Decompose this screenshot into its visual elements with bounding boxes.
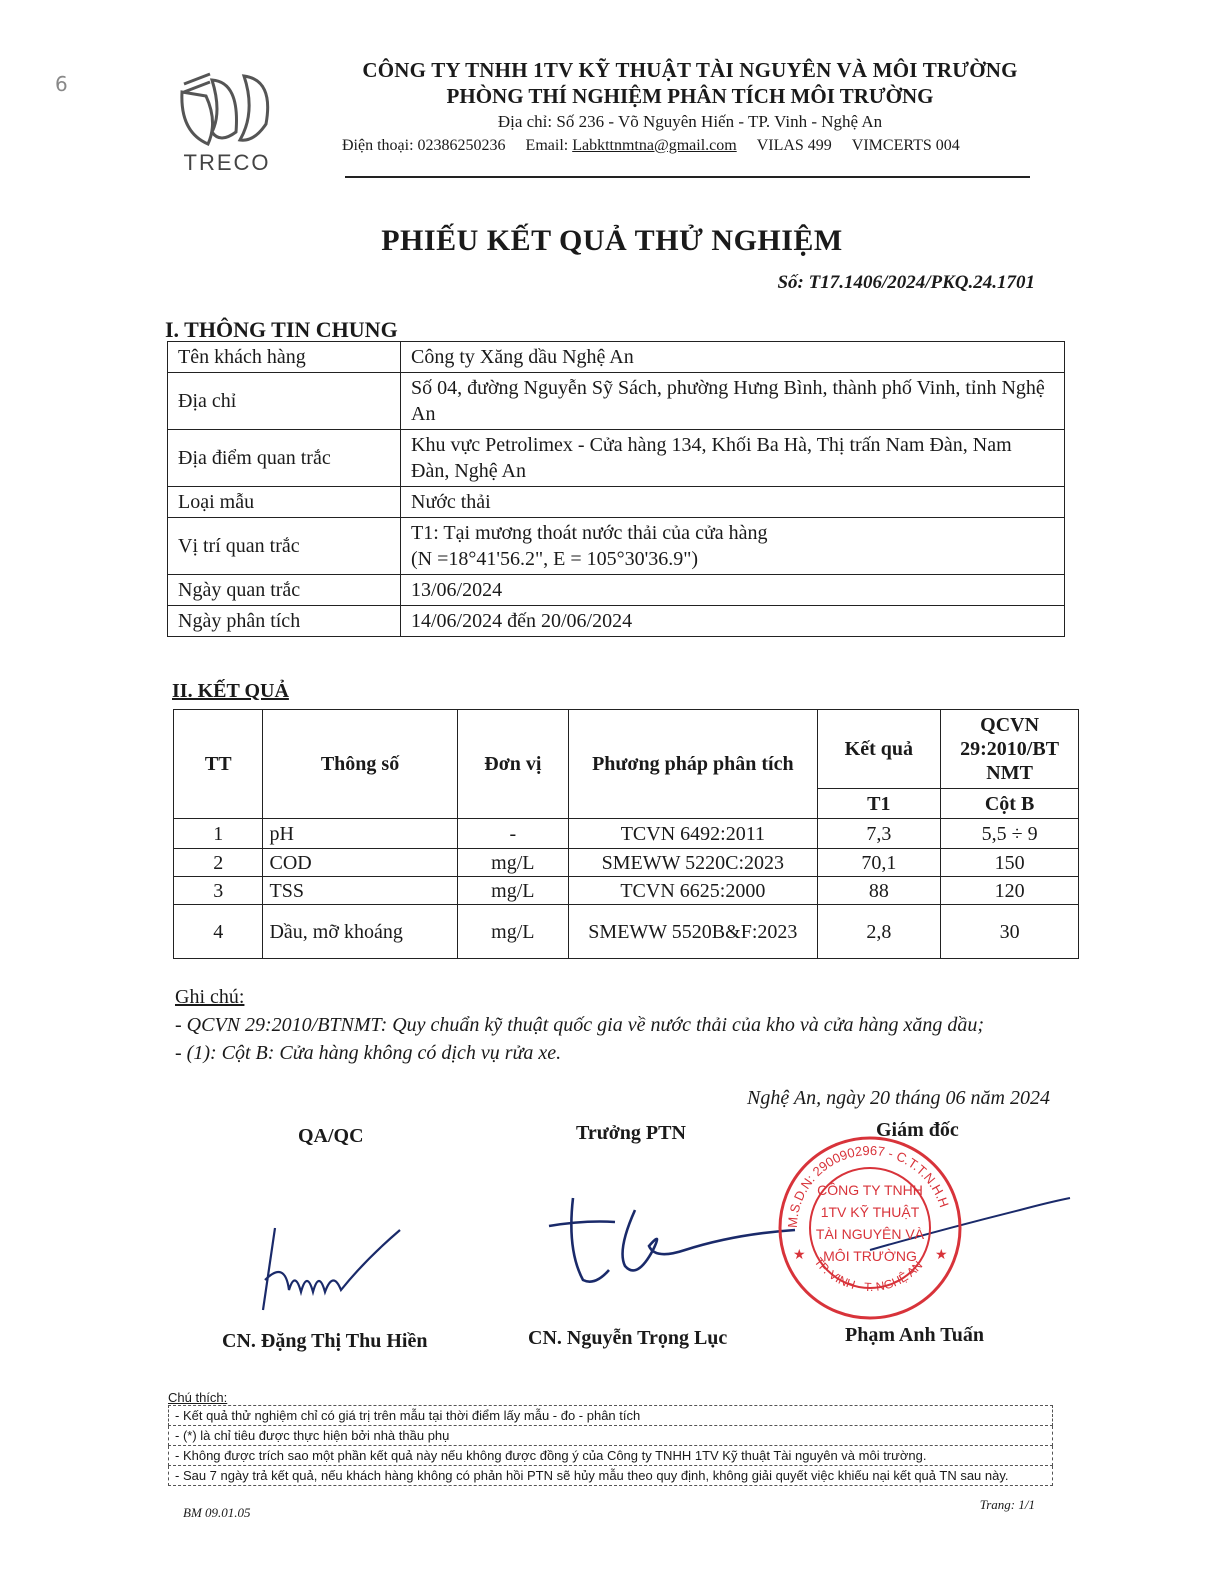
cell-tt: 1: [174, 819, 263, 849]
info-value: Số 04, đường Nguyễn Sỹ Sách, phường Hưng Bình, thành phố Vinh, tỉnh Nghệ An: [401, 373, 1065, 430]
logo-text: TRECO: [183, 150, 271, 175]
results-table: [173, 709, 1079, 959]
info-key: Ngày quan trắc: [168, 575, 401, 606]
form-code: BM 09.01.05: [183, 1505, 251, 1520]
cell-unit: mg/L: [457, 877, 569, 905]
cell-method: SMEWW 5520B&F:2023: [569, 905, 817, 959]
lab-name: PHÒNG THÍ NGHIỆM PHÂN TÍCH MÔI TRƯỜNG: [446, 84, 934, 108]
stamp-line: MÔI TRƯỜNG: [823, 1248, 917, 1264]
stamp-star-icon: ★: [793, 1248, 806, 1263]
director-role: Giám đốc: [876, 1119, 959, 1141]
info-value: Nước thải: [401, 487, 1065, 518]
vilas-code: VILAS 499: [756, 137, 832, 154]
cell-param: Dầu, mỡ khoáng: [263, 905, 457, 959]
info-value: Khu vực Petrolimex - Cửa hàng 134, Khối Ba Hà, Thị trấn Nam Đàn, Nam Đàn, Nghệ An: [401, 430, 1065, 487]
info-key: Ngày phân tích: [168, 606, 401, 637]
list-item: [169, 1446, 1053, 1466]
vimcerts-code: VIMCERTS 004: [851, 137, 960, 154]
stamp-line: CÔNG TY TNHH: [817, 1182, 923, 1198]
cell-result: 70,1: [817, 849, 941, 877]
director-name: Phạm Anh Tuấn: [845, 1324, 984, 1346]
cell-param: pH: [263, 819, 457, 849]
contact-line: [342, 137, 1042, 155]
info-row-location: [168, 430, 1065, 487]
cell-result: 7,3: [817, 819, 941, 849]
col-param: Thông số: [263, 710, 457, 819]
stamp-ring-text: M.S.D.N: 2900902967 - C.T.T.N.H.H: [784, 1142, 952, 1229]
results-header-row: [174, 710, 1079, 789]
table-row: [174, 905, 1079, 959]
email-label: Email:: [525, 137, 569, 154]
cell-tt: 3: [174, 877, 263, 905]
col-tt: TT: [174, 710, 263, 819]
lab-head-role: Trưởng PTN: [576, 1122, 686, 1144]
phone: Điện thoại: 02386250236: [342, 137, 506, 154]
info-value: T1: Tại mương thoát nước thải của cửa hàng: [411, 522, 768, 544]
info-key: Loại mẫu: [168, 487, 401, 518]
notes-line: - QCVN 29:2010/BTNMT: Quy chuẩn kỹ thuật quốc gia về nước thải của kho và cửa hàng xăng dầu;: [175, 1014, 985, 1036]
cell-result: 2,8: [817, 905, 941, 959]
info-key: Địa điểm quan trắc: [168, 430, 401, 487]
table-row: [174, 877, 1079, 905]
company-address: Địa chỉ: Số 236 - Võ Nguyên Hiến - TP. Vinh - Nghệ An: [497, 112, 883, 131]
notes-block: [175, 983, 1035, 1067]
stamp-bottom-text: TP. VINH - T. NGHỆ AN: [811, 1254, 926, 1295]
footnote-item: - Kết quả thử nghiệm chỉ có giá trị trên mẫu tại thời điểm lấy mẫu - đo - phân tích: [169, 1406, 1053, 1426]
list-item: [169, 1466, 1053, 1486]
cell-unit: -: [457, 819, 569, 849]
footnote-table: [168, 1405, 1053, 1486]
cell-param: TSS: [263, 877, 457, 905]
col-method: Phương pháp phân tích: [569, 710, 817, 819]
document-number: Số: T17.1406/2024/PKQ.24.1701: [777, 272, 1035, 293]
lab-head-signature: [545, 1190, 805, 1300]
qaqc-name: CN. Đặng Thị Thu Hiền: [222, 1330, 428, 1352]
email-address: Labkttnmtna@gmail.com: [572, 137, 737, 154]
cell-method: SMEWW 5220C:2023: [569, 849, 817, 877]
table-row: [174, 819, 1079, 849]
stamp-line: TÀI NGUYÊN VÀ: [815, 1226, 925, 1242]
document-title: PHIẾU KẾT QUẢ THỬ NGHIỆM: [381, 224, 843, 257]
col-standard-sub: Cột B: [941, 789, 1079, 819]
info-coordinates: (N =18°41'56.2", E = 105°30'36.9"): [411, 548, 699, 570]
qaqc-signature: [255, 1220, 415, 1315]
general-info-table: [167, 341, 1065, 637]
info-row-address: [168, 373, 1065, 430]
company-name: CÔNG TY TNHH 1TV KỸ THUẬT TÀI NGUYÊN VÀ MÔI TRƯỜNG: [362, 58, 1018, 82]
info-key: Tên khách hàng: [168, 342, 401, 373]
cell-tt: 2: [174, 849, 263, 877]
info-row-customer: [168, 342, 1065, 373]
page-number: Trang: 1/1: [979, 1497, 1035, 1512]
cell-method: TCVN 6492:2011: [569, 819, 817, 849]
col-unit: Đơn vị: [457, 710, 569, 819]
info-row-analysis-date: [168, 606, 1065, 637]
footnote-item: - Sau 7 ngày trả kết quả, nếu khách hàng không có phản hồi PTN sẽ hủy mẫu theo quy định, không giải quyết việc khiếu nại kết quả TN sau này.: [169, 1466, 1053, 1486]
cell-unit: mg/L: [457, 905, 569, 959]
info-key: Địa chỉ: [168, 373, 401, 430]
info-value-cell: [401, 518, 1065, 575]
cell-param: COD: [263, 849, 457, 877]
footnote-block: [168, 1390, 1053, 1486]
cell-method: TCVN 6625:2000: [569, 877, 817, 905]
info-row-sample-type: [168, 487, 1065, 518]
table-row: [174, 849, 1079, 877]
info-row-position: [168, 518, 1065, 575]
notes-heading: Ghi chú:: [175, 986, 245, 1008]
info-value: Công ty Xăng dầu Nghệ An: [401, 342, 1065, 373]
cell-standard: 120: [941, 877, 1079, 905]
email-group: [526, 137, 737, 155]
cell-tt: 4: [174, 905, 263, 959]
info-value: 13/06/2024: [401, 575, 1065, 606]
footnote-heading: Chú thích:: [168, 1390, 228, 1405]
footnote-item: - (*) là chỉ tiêu được thực hiện bởi nhà thầu phụ: [169, 1426, 1053, 1446]
stamp-line: 1TV KỸ THUẬT: [820, 1204, 920, 1220]
footnote-item: - Không được trích sao một phần kết quả này nếu không được đồng ý của Công ty TNHH 1TV Kỹ thuật Tài nguyên và môi trường.: [169, 1446, 1053, 1466]
info-key: Vị trí quan trắc: [168, 518, 401, 575]
section-general-info-heading: I. THÔNG TIN CHUNG: [165, 317, 398, 342]
list-item: [169, 1426, 1053, 1446]
qaqc-role: QA/QC: [298, 1125, 364, 1147]
section-results-heading: II. KẾT QUẢ: [172, 680, 289, 702]
cell-standard: 30: [941, 905, 1079, 959]
cell-standard: 5,5 ÷ 9: [941, 819, 1079, 849]
company-stamp: [775, 1133, 965, 1323]
cell-unit: mg/L: [457, 849, 569, 877]
page-corner-mark: 6: [55, 72, 68, 96]
col-result: Kết quả: [817, 710, 941, 789]
col-result-sub: T1: [817, 789, 941, 819]
stamp-star-icon: ★: [935, 1248, 948, 1263]
cell-standard: 150: [941, 849, 1079, 877]
list-item: [169, 1406, 1053, 1426]
info-row-monitoring-date: [168, 575, 1065, 606]
cell-result: 88: [817, 877, 941, 905]
notes-line: - (1): Cột B: Cửa hàng không có dịch vụ rửa xe.: [175, 1042, 562, 1064]
info-value: 14/06/2024 đến 20/06/2024: [401, 606, 1065, 637]
lab-head-name: CN. Nguyễn Trọng Lục: [528, 1327, 728, 1349]
place-date: Nghệ An, ngày 20 tháng 06 năm 2024: [747, 1087, 1050, 1109]
col-standard: QCVN 29:2010/BT NMT: [941, 710, 1079, 789]
header-divider: [345, 176, 1030, 178]
